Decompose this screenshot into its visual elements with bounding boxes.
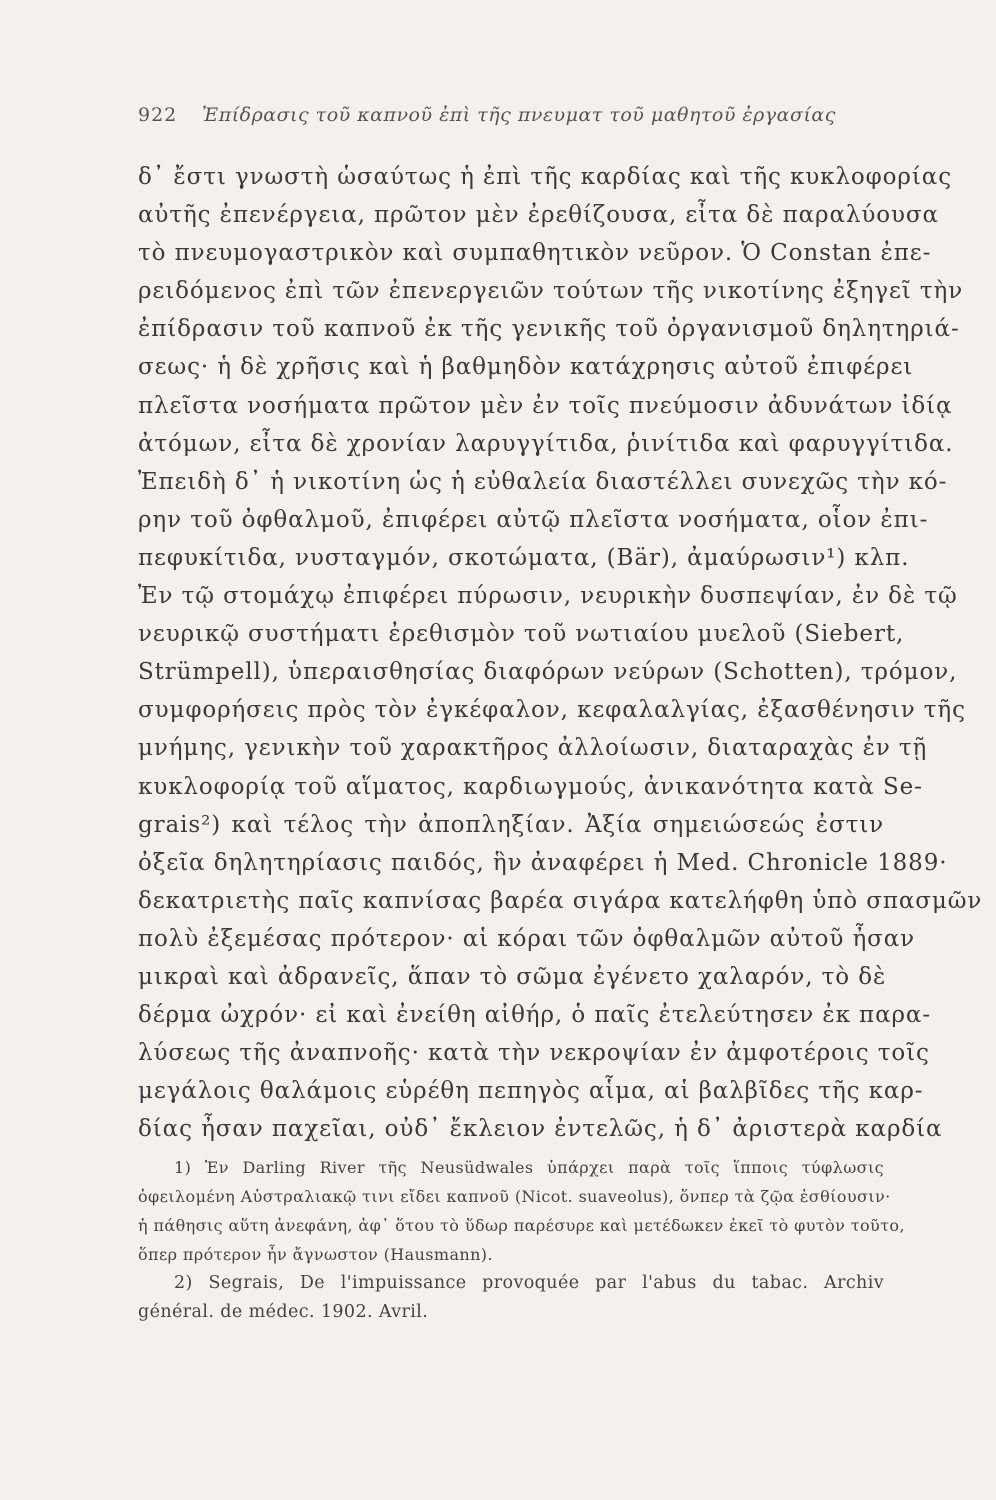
text-line: κυκλοφορίᾳ τοῦ αἵματος, καρδιωγμούς, ἀνικανότητα κατὰ Se- — [138, 773, 923, 800]
text-line: δεκατριετὴς παῖς καπνίσας βαρέα σιγάρα κατελήφθη ὑπὸ σπασμῶν — [138, 887, 983, 914]
text-line: λύσεως τῆς ἀναπνοῆς· κατὰ τὴν νεκροψίαν ἐν ἀμφοτέροις τοῖς — [138, 1040, 930, 1067]
text-line: πεφυκίτιδα, νυσταγμόν, σκοτώματα, (Bär), ἀμαύρωσιν¹) κλπ. — [138, 544, 910, 571]
text-line: πολὺ ἐξεμέσας πρότερον· αἱ κόραι τῶν ὀφθαλμῶν αὐτοῦ ἦσαν — [138, 925, 916, 952]
text-line: μνήμης, γενικὴν τοῦ χαρακτῆρος ἀλλοίωσιν, διαταραχὰς ἐν τῇ — [138, 735, 928, 762]
page-number: 922 — [138, 104, 178, 126]
text-line: ἀτόμων, εἶτα δὲ χρονίαν λαρυγγίτιδα, ῥινίτιδα καὶ φαρυγγίτιδα. — [138, 430, 954, 457]
text-line: μεγάλοις θαλάμοις εὑρέθη πεπηγὸς αἷμα, αἱ βαλβῖδες τῆς καρ- — [138, 1078, 924, 1105]
text-line: Strümpell), ὑπεραισθησίας διαφόρων νεύρων (Schotten), τρόμον, — [138, 659, 958, 686]
text-line: ρειδόμενος ἐπὶ τῶν ἐπενεργειῶν τούτων τῆς νικοτίνης ἐξηγεῖ τὴν — [138, 278, 964, 305]
text-line: δ᾽ ἔστι γνωστὴ ὡσαύτως ἡ ἐπὶ τῆς καρδίας καὶ τῆς κυκλοφορίας — [138, 164, 952, 190]
text-line: τὸ πνευμογαστρικὸν καὶ συμπαθητικὸν νεῦρον. Ὁ Constan ἐπε- — [138, 240, 932, 267]
footnote-line: 1) Ἐν Darling River τῆς Neusüdwales ὑπάρχει παρὰ τοῖς ἵπποις τύφλωσις — [174, 1158, 884, 1177]
footnote-line: ἡ πάθησις αὕτη ἀνεφάνη, ἀφ᾽ ὅτου τὸ ὕδωρ παρέσυρε καὶ μετέδωκεν ἐκεῖ τὸ φυτὸν τοῦτο, — [138, 1216, 905, 1235]
text-line: δίας ἦσαν παχεῖαι, οὐδ᾽ ἔκλειον ἐντελῶς, ἡ δ᾽ ἀριστερὰ καρδία — [138, 1116, 943, 1143]
text-line: grais²) καὶ τέλος τὴν ἀποπληξίαν. Ἀξία σημειώσεώς ἐστιν — [138, 811, 884, 838]
text-line: σεως· ἡ δὲ χρῆσις καὶ ἡ βαθμηδὸν κατάχρησις αὐτοῦ ἐπιφέρει — [138, 354, 914, 381]
text-line: ἐπίδρασιν τοῦ καπνοῦ ἐκ τῆς γενικῆς τοῦ ὀργανισμοῦ δηλητηριά- — [138, 316, 960, 343]
text-line: Ἐπειδὴ δ᾽ ἡ νικοτίνη ὡς ἡ εὐθαλεία διαστέλλει συνεχῶς τὴν κό- — [138, 468, 948, 495]
footnote-2 — [138, 1269, 884, 1327]
text-line: νευρικῷ συστήματι ἐρεθισμὸν τοῦ νωτιαίου μυελοῦ (Siebert, — [138, 621, 905, 648]
footnote-1 — [138, 1153, 905, 1269]
footnote-line: 2) Segrais, De l'impuissance provoquée par l'abus du tabac. Archiv — [174, 1273, 884, 1293]
text-line: δέρμα ὠχρόν· εἰ καὶ ἐνείθη αἰθήρ, ὁ παῖς ἐτελεύτησεν ἐκ παρα- — [138, 1002, 932, 1029]
running-title: Ἐπίδρασις τοῦ καπνοῦ ἐπὶ τῆς πνευματ τοῦ μαθητοῦ ἐργασίας — [202, 104, 836, 126]
text-line: αὐτῆς ἐπενέργεια, πρῶτον μὲν ἐρεθίζουσα, εἶτα δὲ παραλύουσα — [138, 202, 939, 229]
running-header — [138, 104, 880, 134]
text-line: ὀξεῖα δηλητηρίασις παιδός, ἣν ἀναφέρει ἡ Med. Chronicle 1889· — [138, 849, 948, 876]
footnote-line: ὅπερ πρότερον ἦν ἄγνωστον (Hausmann). — [138, 1245, 493, 1264]
text-line: ρην τοῦ ὀφθαλμοῦ, ἐπιφέρει αὐτῷ πλεῖστα νοσήματα, οἷον ἐπι- — [138, 506, 929, 533]
main-text — [138, 158, 983, 1148]
text-line: πλεῖστα νοσήματα πρῶτον μὲν ἐν τοῖς πνεύμοσιν ἀδυνάτων ἰδίᾳ — [138, 392, 953, 419]
footnote-line: général. de médec. 1902. Avril. — [138, 1302, 429, 1322]
footnotes — [138, 1153, 905, 1327]
text-line: συμφορήσεις πρὸς τὸν ἐγκέφαλον, κεφαλαλγίας, ἐξασθένησιν τῆς — [138, 697, 966, 724]
text-line: Ἐν τῷ στομάχῳ ἐπιφέρει πύρωσιν, νευρικὴν δυσπεψίαν, ἐν δὲ τῷ — [138, 583, 958, 610]
footnote-line: ὀφειλομένη Αὐστραλιακῷ τινι εἴδει καπνοῦ (Nicot. suaveolus), ὅνπερ τὰ ζῷα ἐσθίουσιν· — [138, 1187, 891, 1206]
text-line: μικραὶ καὶ ἀδρανεῖς, ἅπαν τὸ σῶμα ἐγένετο χαλαρόν, τὸ δὲ — [138, 963, 887, 990]
